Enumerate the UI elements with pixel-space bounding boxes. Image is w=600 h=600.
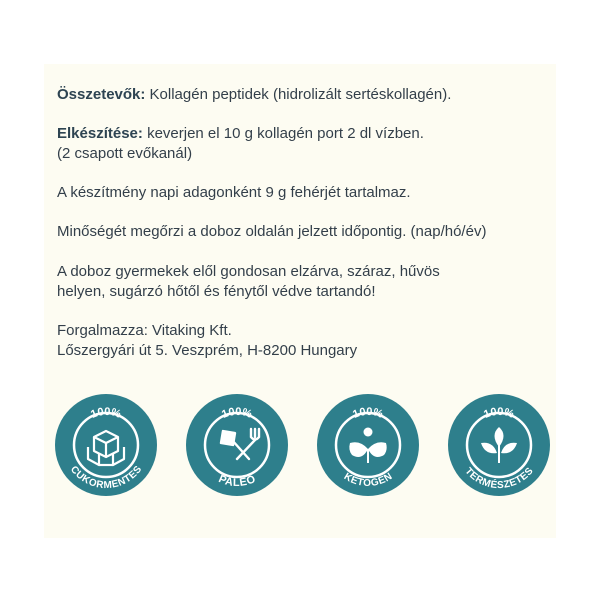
badge-ketogen-bottom-text: KETOGÉN [341,471,395,490]
preparation-note: (2 csapott evőkanál) [57,145,193,162]
preparation-title: Elkészítése: [57,125,143,142]
ingredients-title: Összetevők: [57,86,146,103]
preparation-paragraph [57,124,557,164]
preparation-text: keverjen el 10 g kollagén port 2 dl vízben. [147,125,424,142]
badge-cukormentes [54,393,158,497]
distributor-line-2: Lőszergyári út 5. Veszprém, H-8200 Hungary [57,342,358,359]
badge-paleo-graphic [185,393,289,497]
ingredients-paragraph [57,85,557,105]
storage-line-1: A doboz gyermekek elől gondosan elzárva, száraz, hűvös [57,263,440,280]
storage-line-2: helyen, sugárzó hőtől és fénytől védve tartandó! [57,283,376,300]
protein-text: A készítmény napi adagonként 9 g fehérjét tartalmaz. [57,184,411,201]
badge-ketogen-top-text: 100% [351,405,385,421]
badge-termeszetes-bottom-text: TERMÉSZETES [462,465,536,492]
badge-termeszetes [447,393,551,497]
storage-paragraph [57,262,557,302]
badge-paleo-top-text: 100% [220,405,254,421]
badge-cukormentes-top-text: 100% [89,405,123,421]
badge-paleo [185,393,289,497]
distributor-paragraph [57,321,557,361]
badge-row [54,393,554,503]
ingredients-text: Kollagén peptidek (hidrolizált sertéskollagén). [149,86,452,103]
badge-termeszetes-top-text: 100% [482,405,516,421]
badge-ketogen-graphic [316,393,420,497]
badge-cukormentes-graphic [54,393,158,497]
badge-ketogen [316,393,420,497]
badge-cukormentes-bottom-text: CUKORMENTES [67,464,145,492]
badge-termeszetes-graphic [447,393,551,497]
best-before-text: Minőségét megőrzi a doboz oldalán jelzett időpontig. (nap/hó/év) [57,223,487,240]
distributor-line-1: Forgalmazza: Vitaking Kft. [57,322,232,339]
protein-paragraph [57,183,557,203]
badge-paleo-bottom-text: PALEO [216,473,258,490]
best-before-paragraph [57,222,557,242]
